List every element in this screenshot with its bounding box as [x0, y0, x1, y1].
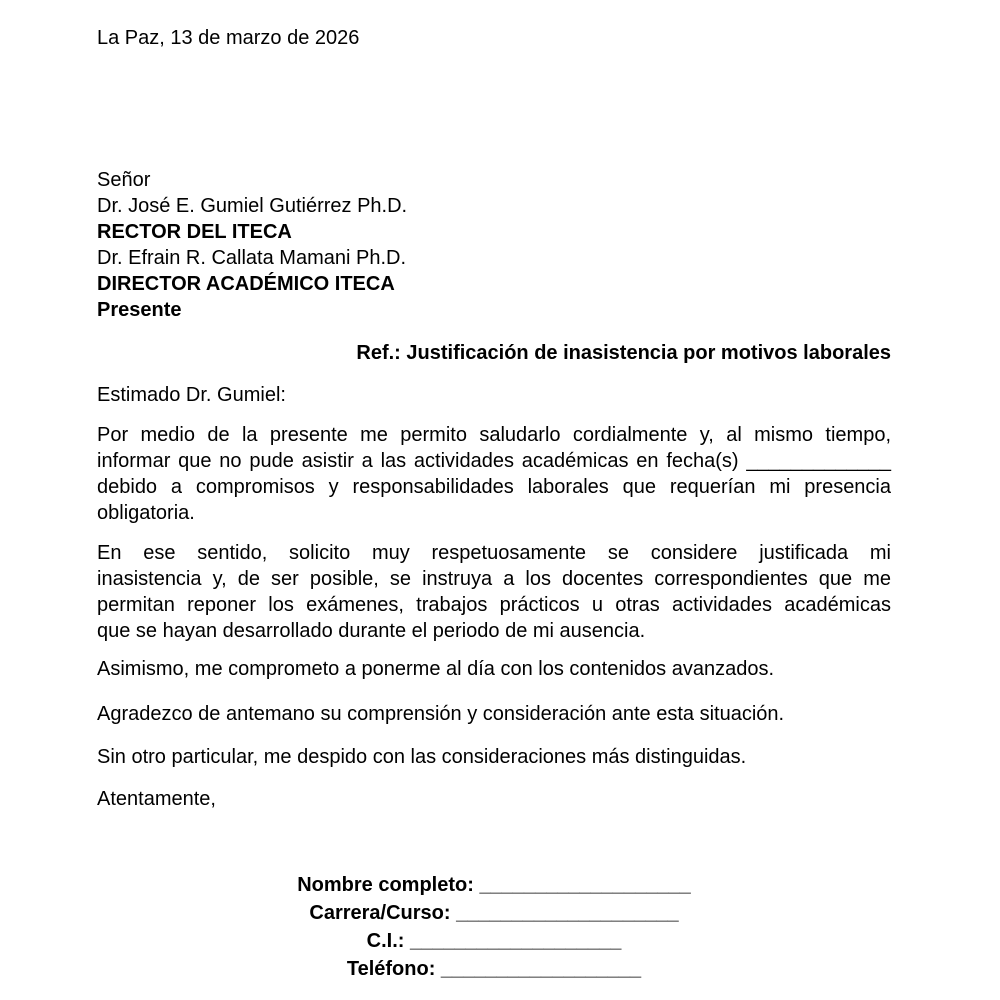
- ci-label: C.I.:: [366, 930, 405, 952]
- telefono-row: [97, 955, 891, 983]
- body-paragraph-3: Asimismo, me comprometo a ponerme al día con los contenidos avanzados.: [97, 658, 775, 680]
- date-line: La Paz, 13 de marzo de 2026: [97, 27, 360, 49]
- fecha-blank-field[interactable]: _____________: [746, 450, 891, 472]
- telefono-label: Teléfono:: [346, 958, 436, 980]
- carrera-curso-blank[interactable]: ____________________: [456, 902, 679, 924]
- paragraph-line: [97, 448, 891, 474]
- paragraph-line: que se hayan desarrollado durante el periodo de mi ausencia.: [97, 620, 646, 642]
- paragraph-line: debido a compromisos y responsabilidades laborales que requerían mi presencia: [97, 476, 891, 498]
- nombre-completo-row: [97, 871, 891, 899]
- signature-form: [97, 871, 891, 983]
- paragraph-line: En ese sentido, solicito muy respetuosamente se considere justificada mi: [97, 542, 891, 564]
- paragraph-line-text: informar que no pude asistir a las actividades académicas en fecha(s): [97, 450, 739, 472]
- body-paragraph-2: [97, 540, 891, 644]
- director-name: Dr. Efrain R. Callata Mamani Ph.D.: [97, 247, 406, 269]
- recipient-salutation: Señor: [97, 169, 151, 191]
- paragraph-line: permitan reponer los exámenes, trabajos prácticos u otras actividades académicas: [97, 594, 891, 616]
- ci-blank[interactable]: ___________________: [410, 930, 622, 952]
- reference-line: Ref.: Justificación de inasistencia por motivos laborales: [356, 342, 891, 364]
- nombre-completo-label: Nombre completo:: [297, 874, 474, 896]
- rector-title: RECTOR DEL ITECA: [97, 221, 292, 243]
- director-title: DIRECTOR ACADÉMICO ITECA: [97, 273, 395, 295]
- body-paragraph-5: Sin otro particular, me despido con las consideraciones más distinguidas.: [97, 746, 747, 768]
- ci-row: [97, 927, 891, 955]
- carrera-curso-label: Carrera/Curso:: [309, 902, 451, 924]
- rector-name: Dr. José E. Gumiel Gutiérrez Ph.D.: [97, 195, 408, 217]
- body-paragraph-1: [97, 422, 891, 526]
- closing-line: Atentamente,: [97, 788, 216, 810]
- recipient-presente: Presente: [97, 299, 182, 321]
- carrera-curso-row: [97, 899, 891, 927]
- body-paragraph-4: Agradezco de antemano su comprensión y consideración ante esta situación.: [97, 703, 785, 725]
- telefono-blank[interactable]: __________________: [440, 958, 642, 980]
- paragraph-line: obligatoria.: [97, 502, 195, 524]
- paragraph-line: inasistencia y, de ser posible, se instruya a los docentes correspondientes que me: [97, 568, 891, 590]
- nombre-completo-blank[interactable]: ___________________: [479, 874, 691, 896]
- recipient-block: [97, 167, 891, 323]
- greeting-line: Estimado Dr. Gumiel:: [97, 384, 286, 406]
- paragraph-line: Por medio de la presente me permito saludarlo cordialmente y, al mismo tiempo,: [97, 424, 891, 446]
